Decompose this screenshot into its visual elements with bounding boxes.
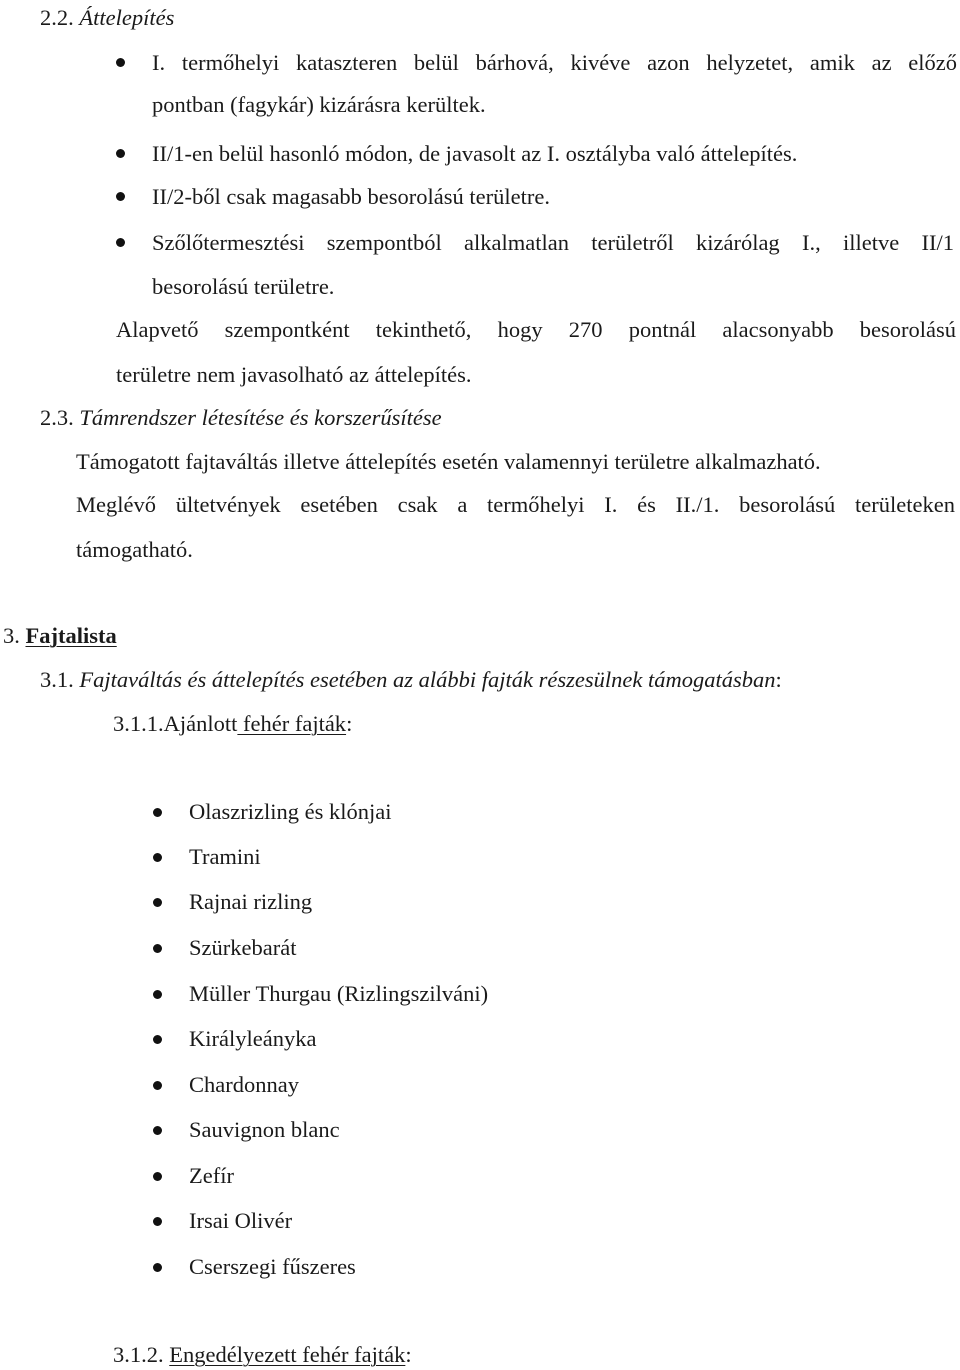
section-number: 3.1.2. bbox=[113, 1342, 164, 1367]
section-3-1-heading bbox=[40, 665, 782, 695]
section-3-1-2-heading bbox=[113, 1340, 412, 1370]
bullet-icon bbox=[153, 853, 162, 862]
section-2-2-heading bbox=[40, 3, 174, 33]
bullet-icon bbox=[153, 1172, 162, 1181]
bullet-icon bbox=[116, 238, 125, 247]
bullet-icon bbox=[153, 1263, 162, 1272]
variety-item: Müller Thurgau (Rizlingszilváni) bbox=[189, 981, 489, 1006]
bullet-text: II/1-en belül hasonló módon, de javasolt az I. osztályba való áttelepítés. bbox=[152, 141, 798, 166]
paragraph-line: támogatható. bbox=[76, 537, 193, 562]
bullet-text: I. termőhelyi kataszteren belül bárhová, kivéve azon helyzetet, amik az előző bbox=[152, 50, 957, 75]
note-text-cont: területre nem javasolható az áttelepítés. bbox=[116, 362, 472, 387]
bullet-icon bbox=[153, 1126, 162, 1135]
bullet-text: Szőlőtermesztési szempontból alkalmatlan területről kizárólag I., illetve II/1 bbox=[152, 230, 954, 255]
bullet-icon bbox=[153, 1217, 162, 1226]
section-colon: : bbox=[775, 667, 782, 692]
section-number: 2.3. bbox=[40, 405, 74, 430]
section-title: Fajtaváltás és áttelepítés esetében az alábbi fajták részesülnek támogatásban bbox=[79, 667, 776, 692]
variety-item: Irsai Olivér bbox=[189, 1208, 293, 1233]
variety-item: Szürkebarát bbox=[189, 935, 297, 960]
bullet-icon bbox=[153, 898, 162, 907]
bullet-icon bbox=[116, 192, 125, 201]
section-number: 3.1. bbox=[40, 667, 74, 692]
variety-item: Sauvignon blanc bbox=[189, 1117, 340, 1142]
section-title: Támrendszer létesítése és korszerűsítése bbox=[79, 405, 442, 430]
section-title: Fajtalista bbox=[25, 623, 117, 648]
section-3-1-1-heading bbox=[113, 709, 352, 739]
paragraph-line: Meglévő ültetvények esetében csak a termőhelyi I. és II./1. besorolású területeken bbox=[76, 492, 955, 517]
section-prefix: 3.1.1.Ajánlott bbox=[113, 711, 238, 736]
section-title: Áttelepítés bbox=[79, 5, 175, 30]
bullet-icon bbox=[116, 58, 125, 67]
section-number: 2.2. bbox=[40, 5, 74, 30]
variety-item: Királyleányka bbox=[189, 1026, 317, 1051]
variety-item: Olaszrizling és klónjai bbox=[189, 799, 392, 824]
section-2-3-heading bbox=[40, 403, 442, 433]
section-3-heading bbox=[3, 621, 117, 651]
section-title: fehér fajták bbox=[237, 711, 347, 736]
bullet-text-cont: pontban (fagykár) kizárásra kerültek. bbox=[152, 92, 486, 117]
bullet-icon bbox=[153, 808, 162, 817]
variety-item: Cserszegi fűszeres bbox=[189, 1254, 356, 1279]
bullet-text-cont: besorolású területre. bbox=[152, 274, 335, 299]
variety-item: Tramini bbox=[189, 844, 261, 869]
variety-item: Rajnai rizling bbox=[189, 889, 313, 914]
paragraph-line: Támogatott fajtaváltás illetve áttelepítés esetén valamennyi területre alkalmazható. bbox=[76, 449, 821, 474]
section-number: 3. bbox=[3, 623, 20, 648]
bullet-icon bbox=[116, 149, 125, 158]
bullet-icon bbox=[153, 990, 162, 999]
bullet-icon bbox=[153, 1035, 162, 1044]
variety-item: Zefír bbox=[189, 1163, 234, 1188]
bullet-icon bbox=[153, 944, 162, 953]
bullet-text: II/2-ből csak magasabb besorolású területre. bbox=[152, 184, 550, 209]
variety-item: Chardonnay bbox=[189, 1072, 299, 1097]
section-title: Engedélyezett fehér fajták bbox=[169, 1342, 406, 1367]
section-colon: : bbox=[405, 1342, 412, 1367]
section-colon: : bbox=[346, 711, 353, 736]
note-text: Alapvető szempontként tekinthető, hogy 270 pontnál alacsonyabb besorolású bbox=[116, 317, 956, 342]
bullet-icon bbox=[153, 1081, 162, 1090]
